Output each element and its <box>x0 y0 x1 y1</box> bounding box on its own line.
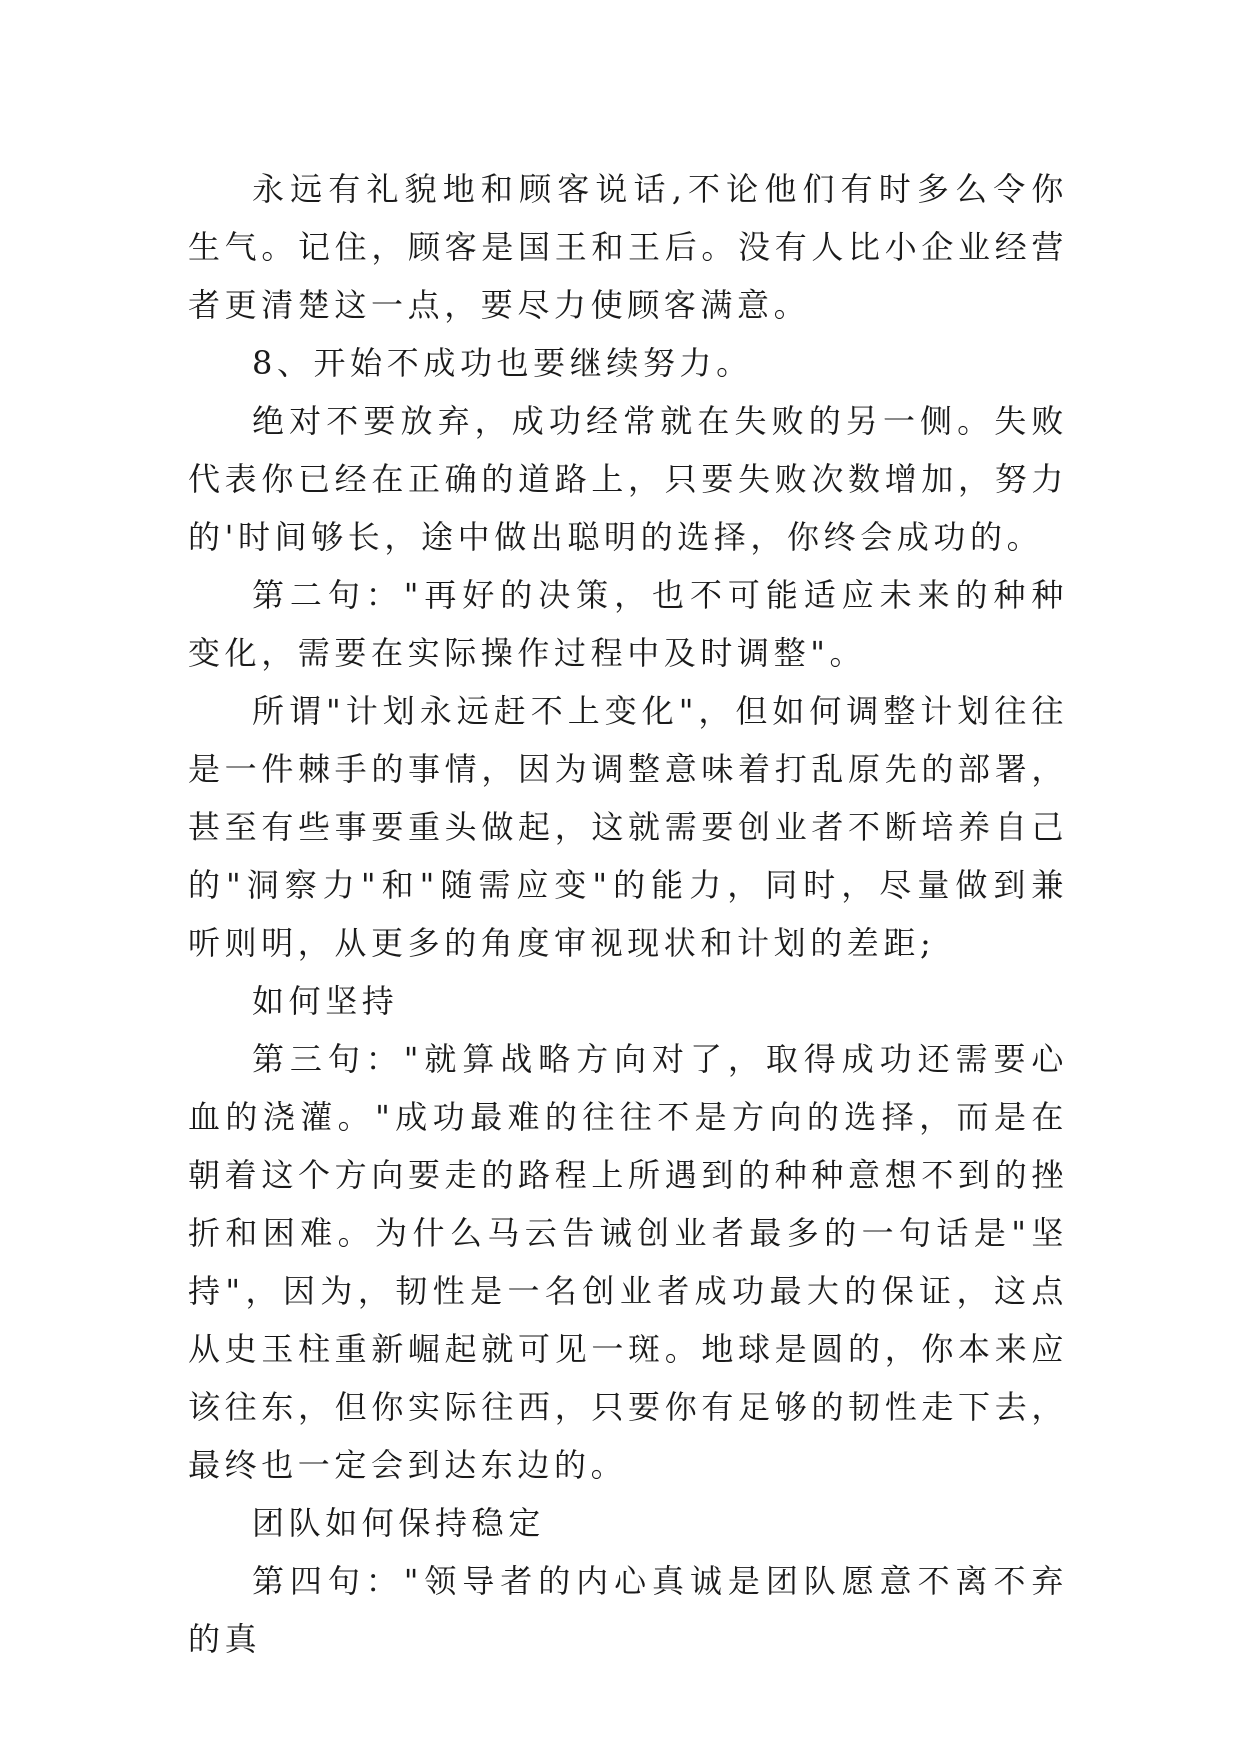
paragraph-heading-team-stability: 团队如何保持稳定 <box>252 1504 545 1542</box>
paragraph-never-give-up: 绝对不要放弃，成功经常就在失败的另一侧。失败代表你已经在正确的道路上，只要失败次数增加，努力的'时间够长，途中做出聪明的选择，你终会成功的。 <box>188 402 1068 556</box>
paragraph-second-sentence: 第二句："再好的决策，也不可能适应未来的种种变化，需要在实际操作过程中及时调整"。 <box>188 576 1068 672</box>
paragraph-courtesy: 永远有礼貌地和顾客说话,不论他们有时多么令你生气。记住，顾客是国王和王后。没有人比小企业经营者更清楚这一点，要尽力使顾客满意。 <box>188 170 1068 324</box>
paragraph-fourth-sentence: 第四句："领导者的内心真诚是团队愿意不离不弃的真 <box>188 1562 1068 1658</box>
paragraph-third-sentence: 第三句："就算战略方向对了，取得成功还需要心血的浇灌。"成功最难的往往不是方向的选择，而是在朝着这个方向要走的路程上所遇到的种种意想不到的挫折和困难。为什么马云告诫创业者最多的一句话是"坚持"，因为，韧性是一名创业者成功最大的保证，这点从史玉柱重新崛起就可见一斑。地球是圆的，你本来应该往东，但你实际往西，只要你有足够的韧性走下去，最终也一定会到达东边的。 <box>188 1040 1068 1484</box>
paragraph-heading-persist: 如何坚持 <box>252 982 399 1020</box>
document-body <box>188 160 1068 1668</box>
paragraph-heading-keep-trying: 8、开始不成功也要继续努力。 <box>252 344 753 382</box>
paragraph-plans-change: 所谓"计划永远赶不上变化"，但如何调整计划往往是一件棘手的事情，因为调整意味着打乱原先的部署，甚至有些事要重头做起，这就需要创业者不断培养自己的"洞察力"和"随需应变"的能力，同时，尽量做到兼听则明，从更多的角度审视现状和计划的差距; <box>188 692 1068 962</box>
